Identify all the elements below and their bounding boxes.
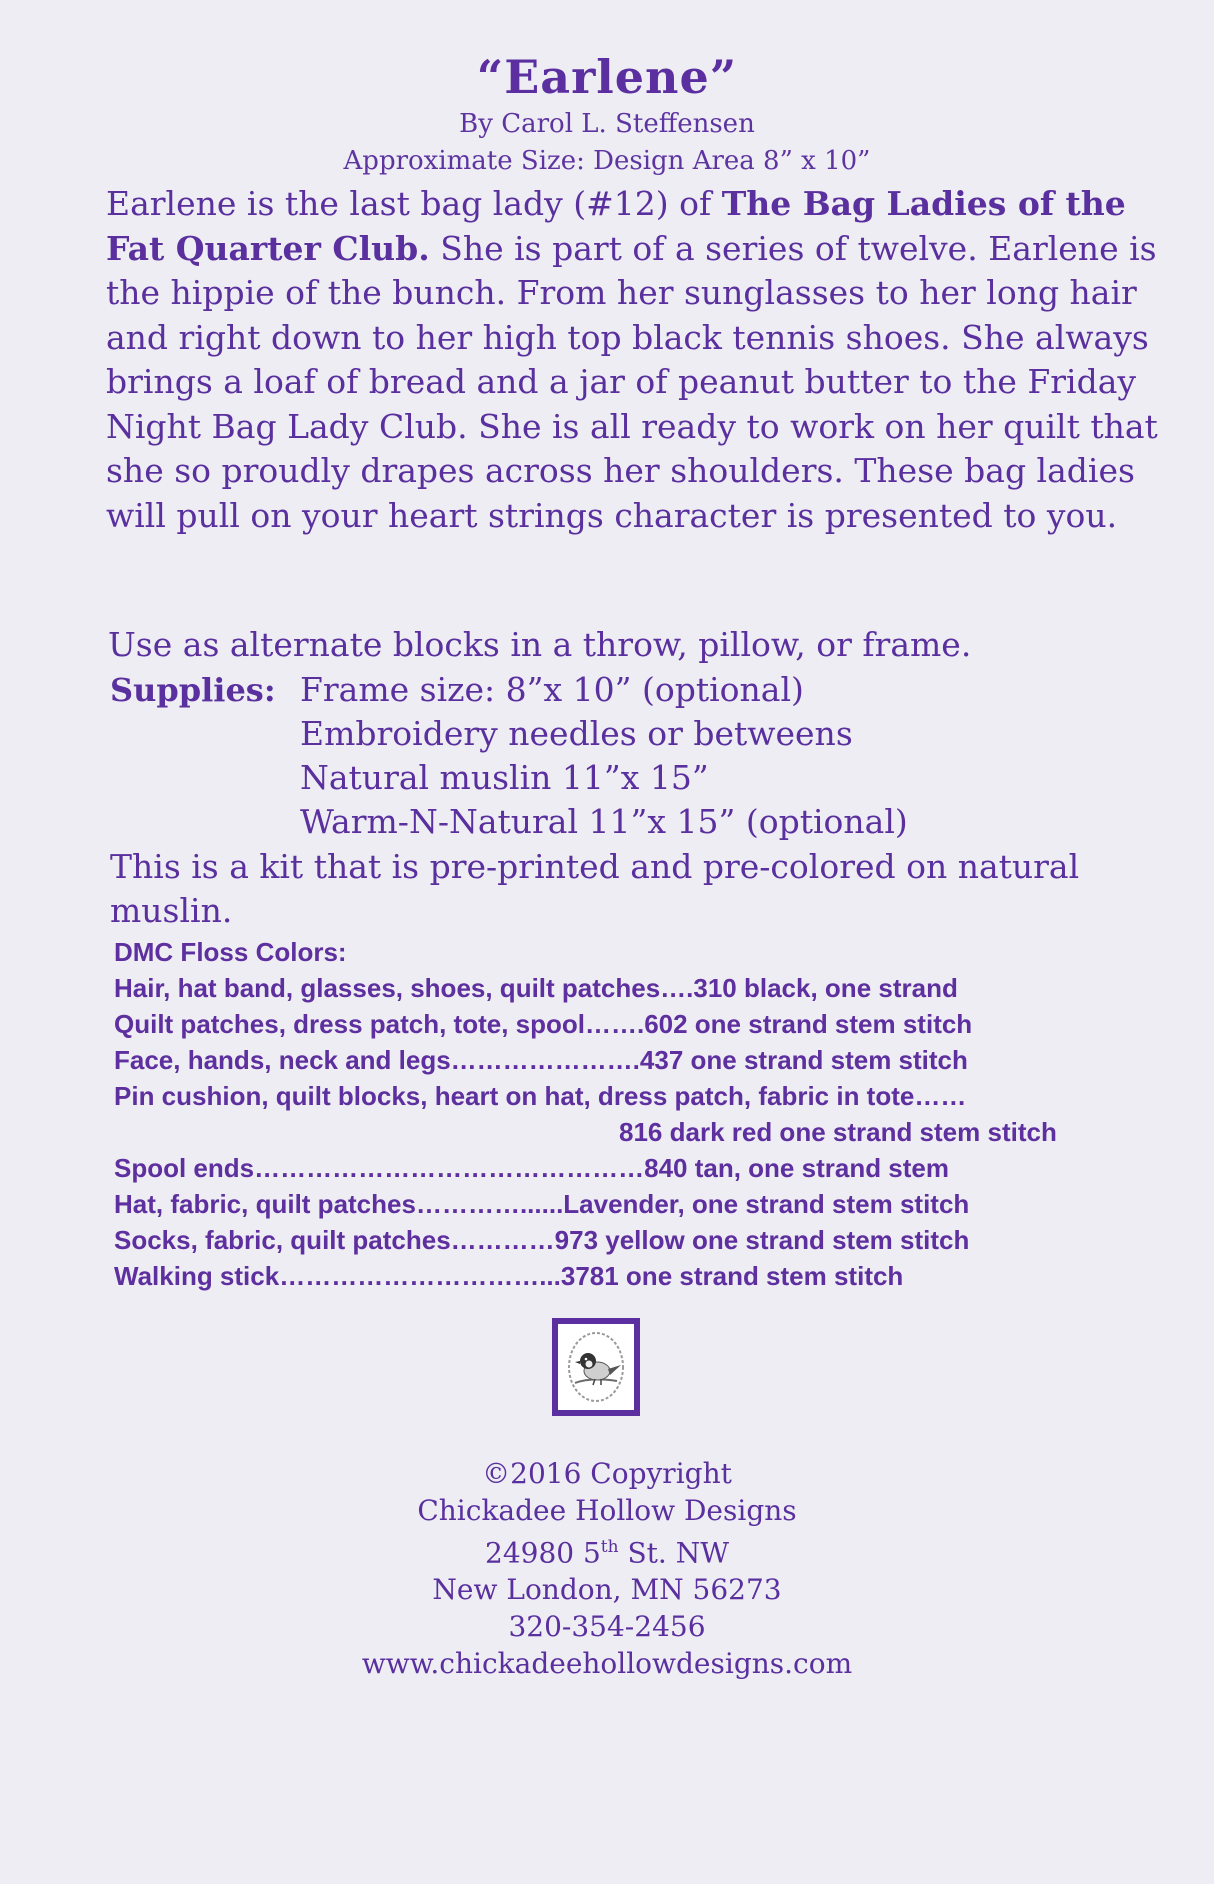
floss-row: Hair, hat band, glasses, shoes, quilt patches….310 black, one strand [114,973,958,1003]
floss-row: Face, hands, neck and legs………………….437 one strand stem stitch [114,1045,968,1075]
supplies-list [300,668,1180,844]
address [0,1529,1214,1571]
floss-colors [114,934,1174,1294]
floss-row: 816 dark red one strand stem stitch [619,1117,1057,1147]
city: New London, MN 56273 [432,1573,782,1607]
floss-row: Hat, fabric, quilt patches…………......Lavender, one strand stem stitch [114,1189,970,1219]
pattern-title: “Earlene” [476,50,738,104]
floss-row: Walking stick…………………………...3781 one strand stem stitch [114,1261,904,1291]
design-size: Approximate Size: Design Area 8” x 10” [343,146,871,176]
company-name: Chickadee Hollow Designs [417,1494,797,1527]
series-name: The Bag Ladies of the Fat Quarter Club. [106,184,1126,268]
phone: 320-354-2456 [508,1610,706,1644]
copyright: ©2016 Copyright [482,1457,732,1490]
floss-row: Pin cushion, quilt blocks, heart on hat, dress patch, fabric in tote…… [114,1081,967,1111]
chickadee-bird-icon [561,1327,631,1407]
floss-row: Socks, fabric, quilt patches…………973 yellow one strand stem stitch [114,1225,970,1255]
address-street: St. NW [618,1536,729,1570]
website: www.chickadeehollowdesigns.com [361,1647,853,1681]
floss-row: Quilt patches, dress patch, tote, spool…….602 one strand stem stitch [114,1009,973,1039]
chickadee-logo [552,1318,640,1416]
usage-note: Use as alternate blocks in a throw, pillow, or frame. [108,625,972,664]
supply-item: Natural muslin 11”x 15” [300,758,709,797]
description [106,182,1166,538]
description-body: She is part of a series of twelve. Earlene is the hippie of the bunch. From her sunglasses to her long hair and right down to her high top black tennis shoes. She always brings a loaf of bread and a jar of peanut butter to the Friday Night Bag Lady Club. She is all ready to work on her quilt that she so proudly drapes across her shoulders. These bag ladies will pull on your heart strings character is presented to you. [106,228,1158,535]
description-intro: Earlene is the last bag lady (#12) of [106,184,722,223]
supply-item: Embroidery needles or betweens [300,714,853,753]
address-sup: th [600,1537,619,1557]
floss-heading: DMC Floss Colors: [114,937,347,967]
author-byline: By Carol L. Steffensen [459,109,755,139]
address-number: 24980 5 [485,1536,601,1570]
footer [0,1455,1214,1682]
supplies-label: Supplies: [110,671,276,709]
supply-item: Frame size: 8”x 10” (optional) [300,670,804,709]
supply-item: Warm-N-Natural 11”x 15” (optional) [300,802,908,841]
kit-note: This is a kit that is pre-printed and pre-colored on natural muslin. [110,847,1080,930]
floss-row: Spool ends………………………………………840 tan, one strand stem [114,1153,949,1183]
